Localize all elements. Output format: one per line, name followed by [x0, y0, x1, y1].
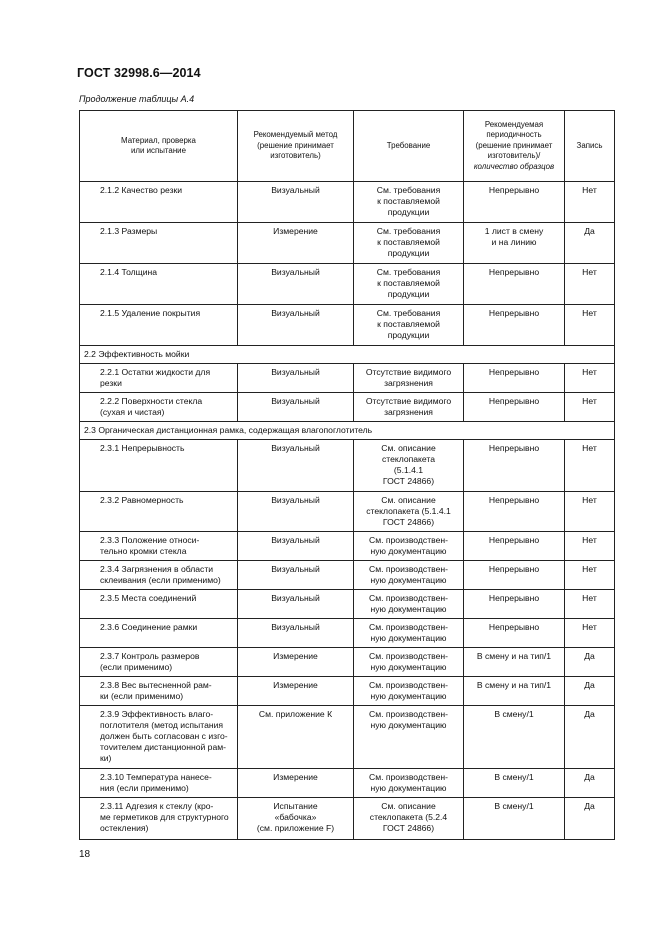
cell-record: Нет	[565, 492, 615, 532]
cell-material	[80, 393, 238, 422]
cell-material-line: ки (если применимо)	[100, 691, 184, 701]
cell-method	[238, 264, 354, 305]
cell-material-line: поглотителя (метод испытания	[100, 720, 224, 730]
cell-periodicity	[464, 798, 565, 840]
cell-requirement-line: к поставляемой	[377, 319, 440, 329]
cell-requirement-line: См. производствен-	[368, 564, 448, 574]
section-row	[80, 346, 615, 364]
cell-requirement-line: к поставляемой	[377, 237, 440, 247]
cell-requirement-line: ную документацию	[370, 633, 447, 643]
header-line: изготовитель)	[270, 151, 321, 161]
header-record	[565, 111, 615, 182]
cell-material	[80, 223, 238, 264]
cell-method-line: Измерение	[273, 226, 318, 236]
cell-requirement	[354, 648, 464, 677]
cell-requirement-line: ную документацию	[370, 662, 447, 672]
cell-material	[80, 590, 238, 619]
cell-periodicity	[464, 393, 565, 422]
header-periodicity	[464, 111, 565, 182]
cell-requirement-line: См. производствен-	[368, 709, 448, 719]
cell-method	[238, 590, 354, 619]
cell-material-line: остекления)	[100, 823, 149, 833]
cell-material-line: 2.1.5 Удаление покрытия	[100, 308, 201, 318]
cell-material-line: 2.3.11 Адгезия к стеклу (кро-	[100, 801, 214, 811]
cell-method	[238, 619, 354, 648]
table-row	[80, 492, 615, 532]
cell-material-line: (сухая и чистая)	[100, 407, 165, 417]
table-row	[80, 619, 615, 648]
requirements-table	[79, 110, 615, 840]
cell-requirement-line: См. требования	[376, 267, 441, 277]
cell-record: Да	[565, 769, 615, 798]
cell-requirement-line: загрязнения	[384, 407, 433, 417]
cell-requirement-line: продукции	[387, 330, 430, 340]
table-row	[80, 532, 615, 561]
cell-material	[80, 305, 238, 346]
header-line: изготовитель)/	[487, 151, 541, 161]
cell-method	[238, 182, 354, 223]
cell-requirement	[354, 440, 464, 492]
cell-method	[238, 677, 354, 706]
cell-requirement-line: См. требования	[376, 226, 441, 236]
cell-material-line: должен быть согласован с изго-	[100, 731, 228, 741]
cell-requirement-line: См. производствен-	[368, 772, 448, 782]
header-line: Рекомендуемая	[484, 119, 544, 129]
header-line: Материал, проверка	[121, 135, 196, 145]
cell-method-line: Измерение	[273, 772, 318, 782]
cell-requirement	[354, 619, 464, 648]
cell-periodicity-line: 1 лист в смену	[484, 226, 544, 236]
cell-method	[238, 223, 354, 264]
header-line: или испытание	[131, 146, 186, 155]
cell-material-line: 2.2.2 Поверхности стекла	[100, 396, 203, 406]
cell-method	[238, 798, 354, 840]
cell-method	[238, 492, 354, 532]
cell-requirement	[354, 393, 464, 422]
table-row	[80, 223, 615, 264]
cell-material-line: 2.3.5 Места соединений	[100, 593, 197, 603]
cell-requirement	[354, 590, 464, 619]
section-title: 2.2 Эффективность мойки	[80, 346, 615, 364]
cell-method-line: Визуальный	[271, 495, 320, 505]
cell-method-line: Визуальный	[271, 564, 320, 574]
cell-periodicity-line: В смену и на тип/1	[476, 651, 552, 661]
section-row	[80, 422, 615, 440]
cell-material-line: 2.3.7 Контроль размеров	[100, 651, 200, 661]
cell-record: Нет	[565, 590, 615, 619]
cell-requirement-line: См. описание	[381, 443, 436, 453]
cell-material-line: 2.3.3 Положение относи-	[100, 535, 200, 545]
cell-record: Нет	[565, 561, 615, 590]
cell-periodicity-line: В смену и на тип/1	[476, 680, 552, 690]
cell-material-line: 2.3.4 Загрязнения в области	[100, 564, 214, 574]
cell-periodicity-line: Непрерывно	[488, 267, 540, 277]
cell-method	[238, 364, 354, 393]
cell-material-line: 2.3.10 Температура нанесе-	[100, 772, 212, 782]
cell-record: Да	[565, 223, 615, 264]
table-row	[80, 561, 615, 590]
cell-method-line: Визуальный	[271, 308, 320, 318]
cell-record: Нет	[565, 440, 615, 492]
table-row	[80, 182, 615, 223]
cell-requirement	[354, 798, 464, 840]
cell-method-line: См. приложение К	[258, 709, 333, 719]
cell-requirement-line: к поставляемой	[377, 196, 440, 206]
cell-requirement-line: стеклопакета (5.1.4.1	[366, 506, 451, 516]
cell-periodicity-line: В смену/1	[494, 709, 534, 719]
cell-requirement-line: загрязнения	[384, 378, 433, 388]
cell-method-line: Визуальный	[271, 443, 320, 453]
cell-periodicity-line: Непрерывно	[488, 593, 540, 603]
cell-method-line: Визуальный	[271, 396, 320, 406]
cell-periodicity	[464, 590, 565, 619]
cell-material-line: 2.3.1 Непрерывность	[100, 443, 185, 453]
cell-requirement-line: ную документацию	[370, 604, 447, 614]
cell-requirement-line: См. описание	[381, 495, 436, 505]
cell-material-line: (если применимо)	[100, 662, 173, 672]
cell-periodicity-line: Непрерывно	[488, 396, 540, 406]
page-number: 18	[79, 849, 91, 860]
cell-requirement-line: ную документацию	[370, 546, 447, 556]
cell-periodicity-line: Непрерывно	[488, 367, 540, 377]
header-method	[238, 111, 354, 182]
header-line: периодичность	[486, 130, 542, 140]
cell-method-line: Измерение	[273, 680, 318, 690]
cell-periodicity-line: Непрерывно	[488, 495, 540, 505]
cell-method	[238, 440, 354, 492]
cell-method	[238, 706, 354, 769]
document-code: ГОСТ 32998.6—2014	[77, 66, 201, 80]
cell-method	[238, 769, 354, 798]
cell-periodicity	[464, 182, 565, 223]
cell-material-line: резки	[100, 378, 122, 388]
cell-record: Да	[565, 798, 615, 840]
cell-record: Да	[565, 677, 615, 706]
cell-periodicity	[464, 648, 565, 677]
cell-material	[80, 492, 238, 532]
cell-requirement-line: ную документацию	[370, 783, 447, 793]
cell-requirement-line: См. требования	[376, 185, 441, 195]
cell-material-line: 2.1.4 Толщина	[100, 267, 158, 277]
cell-requirement	[354, 364, 464, 393]
cell-periodicity-line: Непрерывно	[488, 564, 540, 574]
cell-requirement	[354, 305, 464, 346]
cell-material-line: 2.1.2 Качество резки	[100, 185, 183, 195]
cell-method-line: Визуальный	[271, 185, 320, 195]
cell-material-line: ния (если применимо)	[100, 783, 189, 793]
cell-method-line: Визуальный	[271, 267, 320, 277]
cell-requirement-line: ную документацию	[370, 720, 447, 730]
cell-requirement-line: стеклопакета (5.2.4	[369, 812, 448, 822]
cell-periodicity-line: Непрерывно	[488, 443, 540, 453]
cell-requirement-line: продукции	[387, 289, 430, 299]
cell-requirement	[354, 677, 464, 706]
cell-method-line: (см. приложение F)	[256, 823, 335, 833]
table-row	[80, 648, 615, 677]
cell-requirement-line: стеклопакета	[381, 454, 436, 464]
cell-material	[80, 706, 238, 769]
cell-material	[80, 264, 238, 305]
cell-periodicity	[464, 677, 565, 706]
cell-requirement-line: ную документацию	[370, 691, 447, 701]
cell-record: Нет	[565, 264, 615, 305]
cell-material	[80, 561, 238, 590]
cell-periodicity	[464, 305, 565, 346]
cell-periodicity-line: Непрерывно	[488, 535, 540, 545]
cell-requirement	[354, 532, 464, 561]
header-line: (решение принимает	[257, 140, 334, 150]
header-line: Требование	[386, 140, 431, 150]
cell-requirement-line: См. требования	[376, 308, 441, 318]
cell-requirement-line: См. производствен-	[368, 535, 448, 545]
table-row	[80, 706, 615, 769]
cell-material-line: тельно кромки стекла	[100, 546, 187, 556]
cell-periodicity	[464, 561, 565, 590]
cell-material	[80, 677, 238, 706]
cell-requirement-line: ГОСТ 24866)	[382, 823, 435, 833]
cell-requirement-line: Отсутствие видимого	[365, 367, 452, 377]
cell-material	[80, 440, 238, 492]
cell-periodicity	[464, 364, 565, 393]
cell-requirement-line: См. производствен-	[368, 593, 448, 603]
cell-material-line: склеивания (если применимо)	[100, 575, 221, 585]
table-row	[80, 264, 615, 305]
table-row	[80, 798, 615, 840]
section-title: 2.3 Органическая дистанционная рамка, содержащая влагопоглотитель	[80, 422, 615, 440]
header-line: количество образцов	[473, 161, 555, 171]
cell-method	[238, 305, 354, 346]
cell-method-line: Испытание	[273, 801, 318, 811]
cell-record: Да	[565, 706, 615, 769]
cell-record: Нет	[565, 364, 615, 393]
table-header-row	[80, 111, 615, 182]
cell-method	[238, 532, 354, 561]
cell-record: Нет	[565, 619, 615, 648]
cell-periodicity	[464, 619, 565, 648]
cell-requirement	[354, 182, 464, 223]
table-row	[80, 440, 615, 492]
cell-requirement-line: Отсутствие видимого	[365, 396, 452, 406]
cell-periodicity-line: Непрерывно	[488, 622, 540, 632]
table-row	[80, 677, 615, 706]
cell-material	[80, 648, 238, 677]
cell-requirement-line: См. описание	[381, 801, 436, 811]
cell-periodicity	[464, 532, 565, 561]
header-requirement	[354, 111, 464, 182]
table-row	[80, 769, 615, 798]
cell-record: Нет	[565, 393, 615, 422]
cell-requirement-line: (5.1.4.1	[393, 465, 424, 475]
cell-requirement-line: См. производствен-	[368, 651, 448, 661]
cell-method	[238, 561, 354, 590]
cell-material-line: тovителем дистанционной рам-	[100, 742, 227, 752]
cell-periodicity-line: В смену/1	[494, 801, 534, 811]
table-row	[80, 364, 615, 393]
cell-periodicity-line: и на линию	[491, 237, 537, 247]
cell-material-line: 2.2.1 Остатки жидкости для	[100, 367, 211, 377]
cell-material-line: 2.1.3 Размеры	[100, 226, 158, 236]
cell-requirement-line: ГОСТ 24866)	[382, 517, 435, 527]
cell-material-line: 2.3.9 Эффективность влаго-	[100, 709, 214, 719]
cell-requirement	[354, 264, 464, 305]
cell-periodicity	[464, 223, 565, 264]
cell-requirement	[354, 223, 464, 264]
table-row	[80, 305, 615, 346]
cell-requirement	[354, 561, 464, 590]
cell-periodicity-line: В смену/1	[494, 772, 534, 782]
header-line: (решение принимает	[475, 140, 553, 150]
cell-material-line: 2.3.8 Вес вытесненной рам-	[100, 680, 212, 690]
header-material	[80, 111, 238, 182]
cell-requirement-line: ГОСТ 24866)	[382, 476, 435, 486]
cell-requirement-line: продукции	[387, 248, 430, 258]
cell-periodicity	[464, 440, 565, 492]
cell-material-line: ки)	[100, 753, 112, 763]
cell-requirement-line: к поставляемой	[377, 278, 440, 288]
table-row	[80, 590, 615, 619]
cell-material	[80, 798, 238, 840]
cell-requirement-line: продукции	[387, 207, 430, 217]
cell-requirement-line: См. производствен-	[368, 680, 448, 690]
cell-method-line: Визуальный	[271, 622, 320, 632]
cell-record: Нет	[565, 182, 615, 223]
cell-material-line: 2.3.6 Соединение рамки	[100, 622, 198, 632]
table-row	[80, 393, 615, 422]
cell-material	[80, 182, 238, 223]
header-line: Рекомендуемый метод	[253, 130, 338, 140]
cell-record: Нет	[565, 532, 615, 561]
cell-periodicity-line: Непрерывно	[488, 185, 540, 195]
cell-periodicity	[464, 492, 565, 532]
cell-requirement	[354, 769, 464, 798]
cell-requirement	[354, 706, 464, 769]
cell-material-line: 2.3.2 Равномерность	[100, 495, 184, 505]
cell-record: Нет	[565, 305, 615, 346]
cell-method-line: Измерение	[273, 651, 318, 661]
cell-method	[238, 393, 354, 422]
cell-method-line: Визуальный	[271, 535, 320, 545]
table-caption: Продолжение таблицы А.4	[79, 94, 195, 104]
cell-periodicity	[464, 706, 565, 769]
cell-method	[238, 648, 354, 677]
cell-material	[80, 769, 238, 798]
cell-material	[80, 364, 238, 393]
cell-record: Да	[565, 648, 615, 677]
cell-periodicity	[464, 769, 565, 798]
cell-requirement-line: ную документацию	[370, 575, 447, 585]
cell-periodicity	[464, 264, 565, 305]
cell-requirement	[354, 492, 464, 532]
cell-material-line: ме герметиков для структурного	[100, 812, 229, 822]
header-line: Запись	[576, 140, 603, 150]
cell-material	[80, 619, 238, 648]
cell-requirement-line: См. производствен-	[368, 622, 448, 632]
cell-method-line: Визуальный	[271, 367, 320, 377]
cell-periodicity-line: Непрерывно	[488, 308, 540, 318]
cell-method-line: «бабочка»	[274, 812, 317, 822]
cell-material	[80, 532, 238, 561]
cell-method-line: Визуальный	[271, 593, 320, 603]
